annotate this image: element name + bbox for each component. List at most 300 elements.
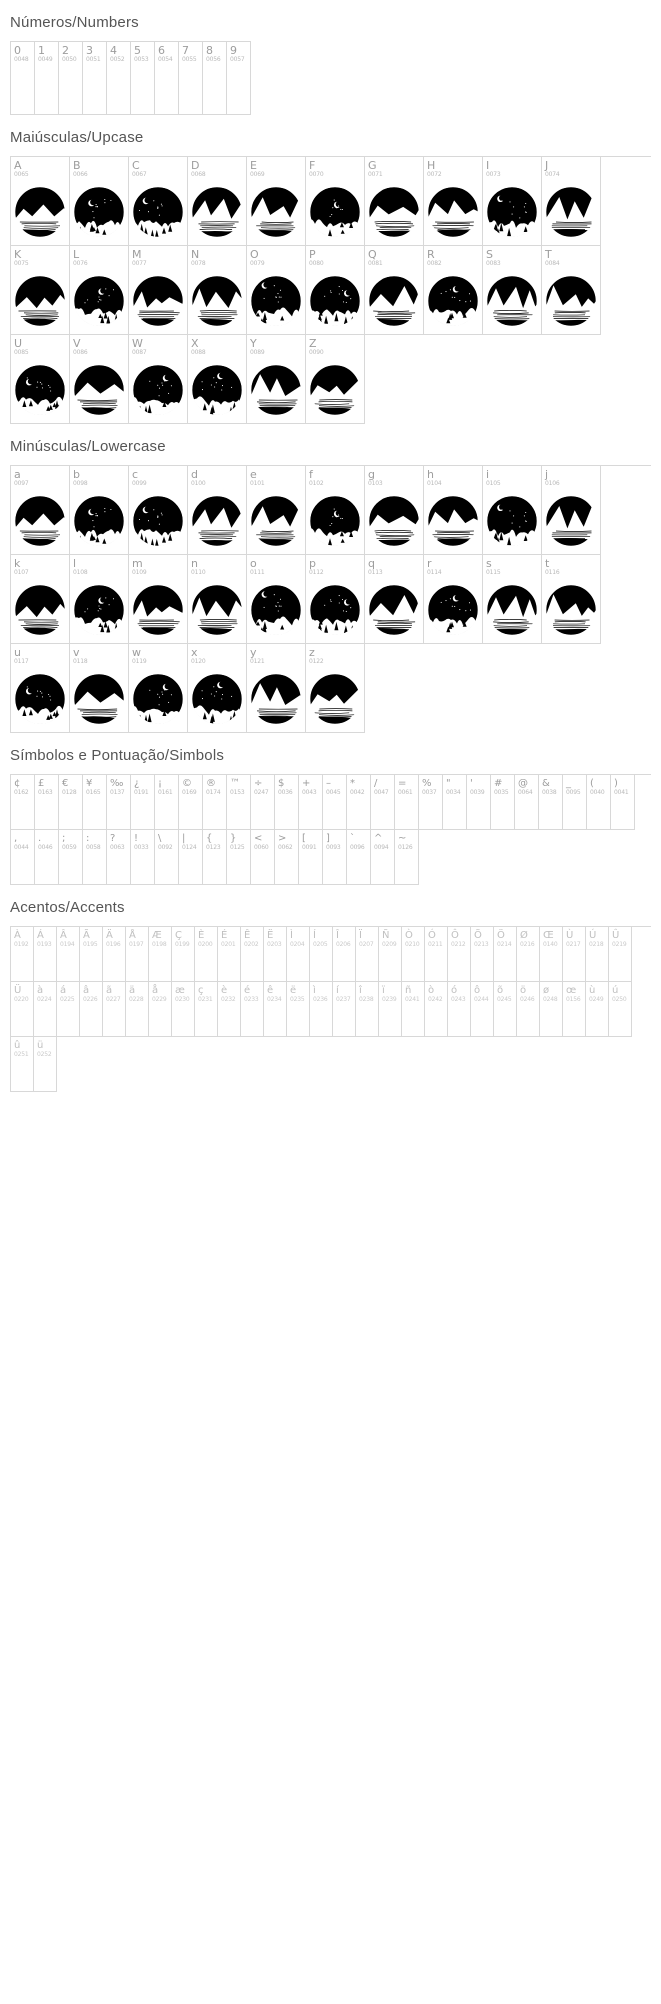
glyph-preview [424,268,482,334]
glyph-cell[interactable] [155,42,179,115]
glyph-cell[interactable] [34,927,57,982]
glyph-cell[interactable] [149,927,172,982]
glyph-character-label: Ú [589,930,597,941]
glyph-cell[interactable] [494,982,517,1037]
glyph-cell[interactable] [11,830,35,885]
glyph-cell[interactable] [35,42,59,115]
glyph-cell[interactable] [11,927,34,982]
glyph-cell[interactable] [306,644,365,733]
landscape-scene-icon [73,673,125,725]
glyph-cell[interactable] [247,157,306,246]
glyph-cell[interactable] [365,246,424,335]
glyph-cell[interactable] [299,775,323,830]
glyph-code-label: 0054 [158,56,173,63]
glyph-cell[interactable] [131,775,155,830]
glyph-cell[interactable] [306,335,365,424]
glyph-cell[interactable] [155,830,179,885]
glyph-cell[interactable] [149,982,172,1037]
glyph-cell[interactable] [542,246,601,335]
glyph-cell[interactable] [494,927,517,982]
glyph-cell[interactable] [347,830,371,885]
landscape-scene-icon [427,275,479,327]
glyph-cell[interactable] [241,927,264,982]
glyph-cell[interactable] [70,335,129,424]
glyph-cell[interactable] [195,927,218,982]
glyph-preview [542,488,600,554]
glyph-cell[interactable] [306,157,365,246]
glyph-cell[interactable] [517,982,540,1037]
glyph-code-label: 0069 [250,171,265,178]
glyph-cell[interactable] [542,555,601,644]
glyph-cell[interactable] [103,927,126,982]
glyph-code-label: 0128 [62,789,77,796]
glyph-cell[interactable] [419,775,443,830]
glyph-character-label: * [350,778,355,789]
glyph-cell[interactable] [379,982,402,1037]
glyph-character-label: Ä [106,930,113,941]
glyph-cell[interactable] [299,830,323,885]
glyph-code-label: 0140 [543,941,558,948]
glyph-cell[interactable] [188,157,247,246]
glyph-character-label: b [73,468,80,481]
glyph-code-label: 0035 [494,789,509,796]
glyph-cell[interactable] [471,927,494,982]
glyph-character-label: l [73,557,77,570]
landscape-scene-icon [427,186,479,238]
glyph-cell[interactable] [539,775,563,830]
landscape-scene-icon [309,495,361,547]
glyph-character-label: i [486,468,490,481]
glyph-cell[interactable] [371,775,395,830]
glyph-cell[interactable] [251,830,275,885]
glyph-character-label: q [368,557,375,570]
glyph-character-label: _ [566,778,571,789]
glyph-preview [188,666,246,732]
glyph-grid-symbols [10,774,651,885]
glyph-character-label: Î [336,930,339,941]
glyph-cell[interactable] [563,775,587,830]
glyph-code-label: 0251 [14,1051,29,1058]
glyph-cell[interactable] [483,157,542,246]
glyph-character-label: , [14,833,18,844]
glyph-code-label: 0075 [14,260,29,267]
glyph-character-label: ç [198,985,204,996]
glyph-cell[interactable] [310,982,333,1037]
glyph-cell[interactable] [218,927,241,982]
glyph-cell[interactable] [323,830,347,885]
glyph-cell[interactable] [70,555,129,644]
glyph-cell[interactable] [11,246,70,335]
glyph-cell[interactable] [306,555,365,644]
glyph-cell[interactable] [35,830,59,885]
glyph-code-label: 0216 [520,941,535,948]
glyph-cell[interactable] [443,775,467,830]
glyph-cell[interactable] [395,775,419,830]
glyph-code-label: 0228 [129,996,144,1003]
glyph-cell[interactable] [129,246,188,335]
glyph-cell[interactable] [425,982,448,1037]
glyph-code-label: 0239 [382,996,397,1003]
glyph-cell[interactable] [333,982,356,1037]
glyph-cell[interactable] [179,830,203,885]
glyph-cell[interactable] [356,982,379,1037]
glyph-code-label: 0116 [545,569,560,576]
glyph-character-label: ê [267,985,274,996]
landscape-scene-icon [486,495,538,547]
glyph-grid-lowercase [10,465,651,733]
glyph-cell[interactable] [609,982,632,1037]
glyph-code-label: 0043 [302,789,317,796]
glyph-code-label: 0111 [250,569,265,576]
glyph-cell[interactable] [83,775,107,830]
glyph-cell[interactable] [11,775,35,830]
glyph-cell[interactable] [586,927,609,982]
glyph-cell[interactable] [540,982,563,1037]
glyph-cell[interactable] [129,466,188,555]
glyph-cell[interactable] [70,644,129,733]
glyph-cell[interactable] [70,246,129,335]
glyph-cell[interactable] [347,775,371,830]
glyph-cell[interactable] [129,157,188,246]
landscape-scene-icon [191,275,243,327]
glyph-cell[interactable] [448,982,471,1037]
glyph-character-label: : [86,833,90,844]
glyph-character-label: a [14,468,21,481]
glyph-code-label: 0088 [191,349,206,356]
glyph-cell[interactable] [306,246,365,335]
glyph-character-label: 5 [134,44,141,57]
glyph-preview [306,357,364,423]
glyph-cell[interactable] [227,830,251,885]
glyph-cell[interactable] [59,775,83,830]
glyph-cell[interactable] [241,982,264,1037]
glyph-cell[interactable] [131,830,155,885]
glyph-cell[interactable] [563,982,586,1037]
glyph-cell[interactable] [247,246,306,335]
glyph-grid-numbers [10,41,251,115]
glyph-cell[interactable] [129,335,188,424]
glyph-character-label: L [73,248,80,261]
glyph-cell[interactable] [11,42,35,115]
glyph-code-label: 0098 [73,480,88,487]
glyph-code-label: 0246 [520,996,535,1003]
glyph-cell[interactable] [365,466,424,555]
glyph-character-label: ¡ [158,778,163,789]
glyph-character-label: Ì [290,930,293,941]
glyph-code-label: 0045 [326,789,341,796]
glyph-preview [365,488,423,554]
glyph-character-label: Z [309,337,317,350]
glyph-cell[interactable] [11,644,70,733]
glyph-character-label: ø [543,985,550,996]
glyph-cell[interactable] [251,775,275,830]
glyph-cell[interactable] [333,927,356,982]
glyph-character-label: n [191,557,198,570]
glyph-character-label: > [278,833,287,844]
glyph-cell[interactable] [188,246,247,335]
glyph-cell[interactable] [424,466,483,555]
glyph-code-label: 0201 [221,941,236,948]
glyph-cell[interactable] [11,157,70,246]
glyph-cell[interactable] [365,555,424,644]
glyph-preview [483,488,541,554]
glyph-cell[interactable] [11,555,70,644]
glyph-cell[interactable] [586,982,609,1037]
glyph-cell[interactable] [59,42,83,115]
glyph-preview [129,666,187,732]
glyph-code-label: 0038 [542,789,557,796]
glyph-code-label: 0063 [110,844,125,851]
glyph-cell[interactable] [83,830,107,885]
glyph-cell[interactable] [57,982,80,1037]
glyph-character-label: H [427,159,436,172]
glyph-character-label: È [198,930,205,941]
glyph-cell[interactable] [34,1037,57,1092]
glyph-cell[interactable] [172,982,195,1037]
glyph-preview [306,179,364,245]
glyph-cell[interactable] [424,555,483,644]
glyph-character-label: [ [302,833,306,844]
glyph-cell[interactable] [247,555,306,644]
glyph-cell[interactable] [542,157,601,246]
glyph-character-label: £ [38,778,45,789]
glyph-character-label: T [545,248,552,261]
glyph-cell[interactable] [540,927,563,982]
glyph-character-label: A [14,159,22,172]
glyph-cell[interactable] [371,830,395,885]
landscape-scene-icon [132,584,184,636]
glyph-cell[interactable] [287,982,310,1037]
glyph-cell[interactable] [587,775,611,830]
glyph-code-label: 0124 [182,844,197,851]
glyph-cell[interactable] [188,335,247,424]
landscape-scene-icon [427,584,479,636]
glyph-character-label: V [73,337,81,350]
glyph-preview [542,179,600,245]
glyph-code-label: 0196 [106,941,121,948]
glyph-character-label: Ô [451,930,459,941]
glyph-preview [11,357,69,423]
glyph-preview [247,666,305,732]
glyph-character-label: h [427,468,434,481]
glyph-character-label: Ã [83,930,90,941]
glyph-character-label: p [309,557,316,570]
glyph-cell[interactable] [218,982,241,1037]
glyph-character-label: G [368,159,377,172]
glyph-cell[interactable] [103,982,126,1037]
glyph-code-label: 0112 [309,569,324,576]
glyph-character-label: ä [129,985,136,996]
glyph-character-label: o [250,557,257,570]
glyph-character-label: û [14,1040,21,1051]
glyph-character-label: œ [566,985,577,996]
glyph-cell[interactable] [107,42,131,115]
glyph-cell[interactable] [471,982,494,1037]
landscape-scene-icon [250,584,302,636]
glyph-cell[interactable] [179,42,203,115]
glyph-character-label: u [14,646,21,659]
glyph-cell[interactable] [126,982,149,1037]
glyph-cell[interactable] [172,927,195,982]
glyph-cell[interactable] [188,466,247,555]
glyph-code-label: 0070 [309,171,324,178]
glyph-cell[interactable] [467,775,491,830]
glyph-code-label: 0198 [152,941,167,948]
glyph-cell[interactable] [70,466,129,555]
glyph-cell[interactable] [107,775,131,830]
glyph-character-label: { [206,833,213,844]
glyph-cell[interactable] [611,775,635,830]
glyph-code-label: 0041 [614,789,629,796]
glyph-code-label: 0218 [589,941,604,948]
glyph-cell[interactable] [35,775,59,830]
glyph-cell[interactable] [517,927,540,982]
glyph-cell[interactable] [402,927,425,982]
glyph-cell[interactable] [275,830,299,885]
glyph-character-label: w [132,646,141,659]
glyph-cell[interactable] [515,775,539,830]
glyph-code-label: 0049 [38,56,53,63]
glyph-cell[interactable] [483,555,542,644]
glyph-code-label: 0212 [451,941,466,948]
glyph-code-label: 0162 [14,789,29,796]
glyph-character-label: Æ [152,930,162,941]
glyph-cell[interactable] [264,927,287,982]
glyph-cell[interactable] [275,775,299,830]
glyph-cell[interactable] [131,42,155,115]
glyph-cell[interactable] [323,775,347,830]
landscape-scene-icon [191,584,243,636]
glyph-preview [11,577,69,643]
glyph-cell[interactable] [424,157,483,246]
glyph-cell[interactable] [203,830,227,885]
glyph-cell[interactable] [483,246,542,335]
glyph-cell[interactable] [247,644,306,733]
glyph-cell[interactable] [70,157,129,246]
glyph-character-label: ™ [230,778,240,789]
glyph-code-label: 0203 [267,941,282,948]
glyph-cell[interactable] [126,927,149,982]
glyph-character-label: ú [612,985,619,996]
glyph-cell[interactable] [227,42,251,115]
glyph-character-label: ® [206,778,216,789]
glyph-cell[interactable] [563,927,586,982]
glyph-cell[interactable] [310,927,333,982]
glyph-cell[interactable] [34,982,57,1037]
glyph-cell[interactable] [80,982,103,1037]
glyph-character-label: E [250,159,257,172]
glyph-cell[interactable] [395,830,419,885]
glyph-code-label: 0235 [290,996,305,1003]
glyph-preview [483,577,541,643]
glyph-cell[interactable] [356,927,379,982]
glyph-code-label: 0241 [405,996,420,1003]
glyph-code-label: 0101 [250,480,265,487]
glyph-cell[interactable] [609,927,632,982]
glyph-character-label: € [62,778,69,789]
landscape-scene-icon [73,364,125,416]
glyph-code-label: 0207 [359,941,374,948]
glyph-cell[interactable] [306,466,365,555]
glyph-cell[interactable] [227,775,251,830]
landscape-scene-icon [132,186,184,238]
glyph-cell[interactable] [155,775,179,830]
glyph-code-label: 0118 [73,658,88,665]
glyph-cell[interactable] [80,927,103,982]
glyph-cell[interactable] [107,830,131,885]
glyph-cell[interactable] [188,555,247,644]
glyph-cell[interactable] [448,927,471,982]
glyph-code-label: 0243 [451,996,466,1003]
glyph-cell[interactable] [542,466,601,555]
glyph-character-label: Ò [405,930,413,941]
glyph-cell[interactable] [83,42,107,115]
glyph-character-label: Ø [520,930,528,941]
glyph-cell[interactable] [57,927,80,982]
glyph-cell[interactable] [402,982,425,1037]
glyph-cell[interactable] [11,335,70,424]
glyph-code-label: 0194 [60,941,75,948]
glyph-character-label: ' [470,778,473,789]
glyph-code-label: 0068 [191,171,206,178]
glyph-code-label: 0163 [38,789,53,796]
glyph-cell[interactable] [203,775,227,830]
glyph-cell[interactable] [483,466,542,555]
glyph-cell[interactable] [365,157,424,246]
glyph-character-label: ã [106,985,113,996]
glyph-cell[interactable] [129,555,188,644]
glyph-character-label: | [182,833,186,844]
glyph-code-label: 0053 [134,56,149,63]
glyph-character-label: P [309,248,316,261]
glyph-code-label: 0117 [14,658,29,665]
glyph-character-label: Û [612,930,620,941]
glyph-cell[interactable] [379,927,402,982]
glyph-cell[interactable] [195,982,218,1037]
glyph-preview [365,268,423,334]
section-title-accents: Acentos/Accents [10,899,125,916]
glyph-cell[interactable] [59,830,83,885]
glyph-code-label: 0106 [545,480,560,487]
glyph-character-label: J [545,159,549,172]
glyph-cell[interactable] [247,335,306,424]
glyph-cell[interactable] [264,982,287,1037]
glyph-cell[interactable] [179,775,203,830]
glyph-cell[interactable] [11,466,70,555]
landscape-scene-icon [191,495,243,547]
glyph-cell[interactable] [129,644,188,733]
glyph-character-label: õ [497,985,504,996]
glyph-cell[interactable] [247,466,306,555]
glyph-cell[interactable] [11,1037,34,1092]
landscape-scene-icon [250,364,302,416]
glyph-preview [188,488,246,554]
glyph-cell[interactable] [425,927,448,982]
glyph-cell[interactable] [188,644,247,733]
glyph-code-label: 0161 [158,789,173,796]
glyph-preview [306,577,364,643]
glyph-cell[interactable] [287,927,310,982]
glyph-preview [365,179,423,245]
glyph-cell[interactable] [424,246,483,335]
glyph-cell[interactable] [203,42,227,115]
glyph-cell[interactable] [11,982,34,1037]
glyph-code-label: 0110 [191,569,206,576]
glyph-code-label: 0229 [152,996,167,1003]
glyph-code-label: 0231 [198,996,213,1003]
glyph-character-label: f [309,468,313,481]
glyph-cell[interactable] [491,775,515,830]
